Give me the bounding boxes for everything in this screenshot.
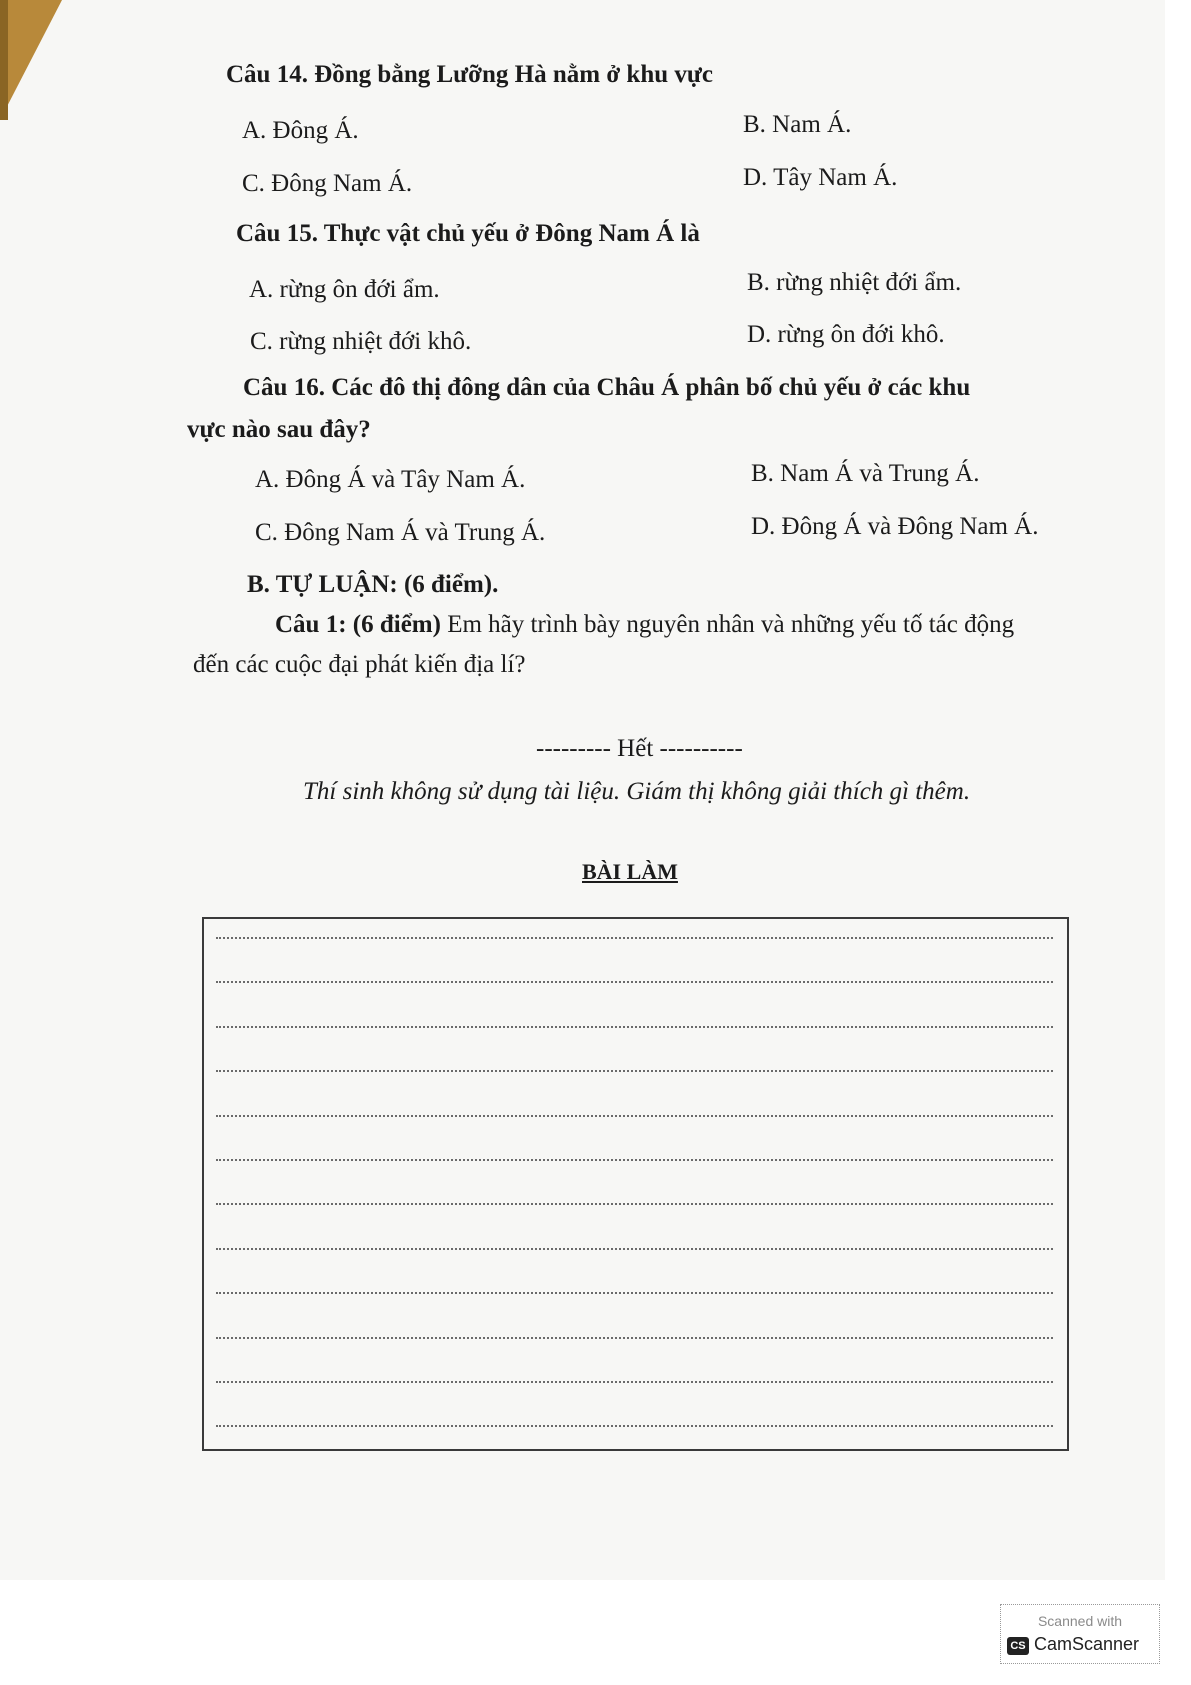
- question-16-option-a: A. Đông Á và Tây Nam Á.: [255, 466, 526, 493]
- answer-line[interactable]: [216, 1248, 1053, 1250]
- answer-line[interactable]: [216, 1425, 1053, 1427]
- answer-line[interactable]: [216, 1159, 1053, 1161]
- question-16-option-c: C. Đông Nam Á và Trung Á.: [255, 519, 546, 546]
- exam-note: Thí sinh không sử dụng tài liệu. Giám thị không giải thích gì thêm.: [303, 778, 971, 805]
- question-14-option-c: C. Đông Nam Á.: [242, 170, 413, 197]
- essay-question-1-line2: đến các cuộc đại phát kiến địa lí?: [193, 651, 526, 678]
- answer-line[interactable]: [216, 981, 1053, 983]
- question-16-option-b: B. Nam Á và Trung Á.: [751, 460, 980, 487]
- end-mark: --------- Hết ----------: [536, 735, 743, 762]
- stamp-brand: CamScanner: [1034, 1634, 1140, 1654]
- answer-line[interactable]: [216, 1070, 1053, 1072]
- question-15-option-d: D. rừng ôn đới khô.: [747, 321, 945, 348]
- stamp-scanned-with: Scanned with: [1037, 1613, 1123, 1629]
- answer-line[interactable]: [216, 1203, 1053, 1205]
- question-15-option-b: B. rừng nhiệt đới ẩm.: [747, 269, 962, 296]
- folded-corner-shadow: [0, 0, 8, 120]
- camscanner-logo-icon: CS: [1007, 1637, 1029, 1655]
- question-14-option-d: D. Tây Nam Á.: [743, 164, 898, 191]
- camscanner-stamp: [1000, 1604, 1160, 1664]
- answer-sheet-title: BÀI LÀM: [582, 859, 678, 884]
- essay-question-1-text: Em hãy trình bày nguyên nhân và những yếu tố tác động: [440, 611, 1015, 638]
- question-14-option-b: B. Nam Á.: [743, 111, 852, 138]
- question-14-title: Câu 14. Đồng bằng Lưỡng Hà nằm ở khu vực: [226, 61, 713, 88]
- question-14-option-a: A. Đông Á.: [242, 117, 359, 144]
- folded-corner: [0, 0, 62, 120]
- question-15-option-c: C. rừng nhiệt đới khô.: [250, 328, 472, 355]
- answer-line[interactable]: [216, 1292, 1053, 1294]
- answer-line[interactable]: [216, 937, 1053, 939]
- answer-box[interactable]: [202, 917, 1069, 1451]
- essay-section-title: B. TỰ LUẬN: (6 điểm).: [247, 571, 499, 598]
- question-16-title-line1: Câu 16. Các đô thị đông dân của Châu Á phân bố chủ yếu ở các khu: [243, 374, 971, 401]
- question-16-title-line2: vực nào sau đây?: [187, 416, 371, 443]
- essay-question-1-line1: [275, 610, 1014, 640]
- question-15-option-a: A. rừng ôn đới ẩm.: [249, 276, 440, 303]
- question-15-title: Câu 15. Thực vật chủ yếu ở Đông Nam Á là: [236, 220, 700, 247]
- essay-question-1-label: Câu 1: (6 điểm): [275, 611, 441, 638]
- answer-line[interactable]: [216, 1026, 1053, 1028]
- question-16-option-d: D. Đông Á và Đông Nam Á.: [751, 513, 1039, 540]
- answer-line[interactable]: [216, 1381, 1053, 1383]
- answer-line[interactable]: [216, 1337, 1053, 1339]
- answer-line[interactable]: [216, 1115, 1053, 1117]
